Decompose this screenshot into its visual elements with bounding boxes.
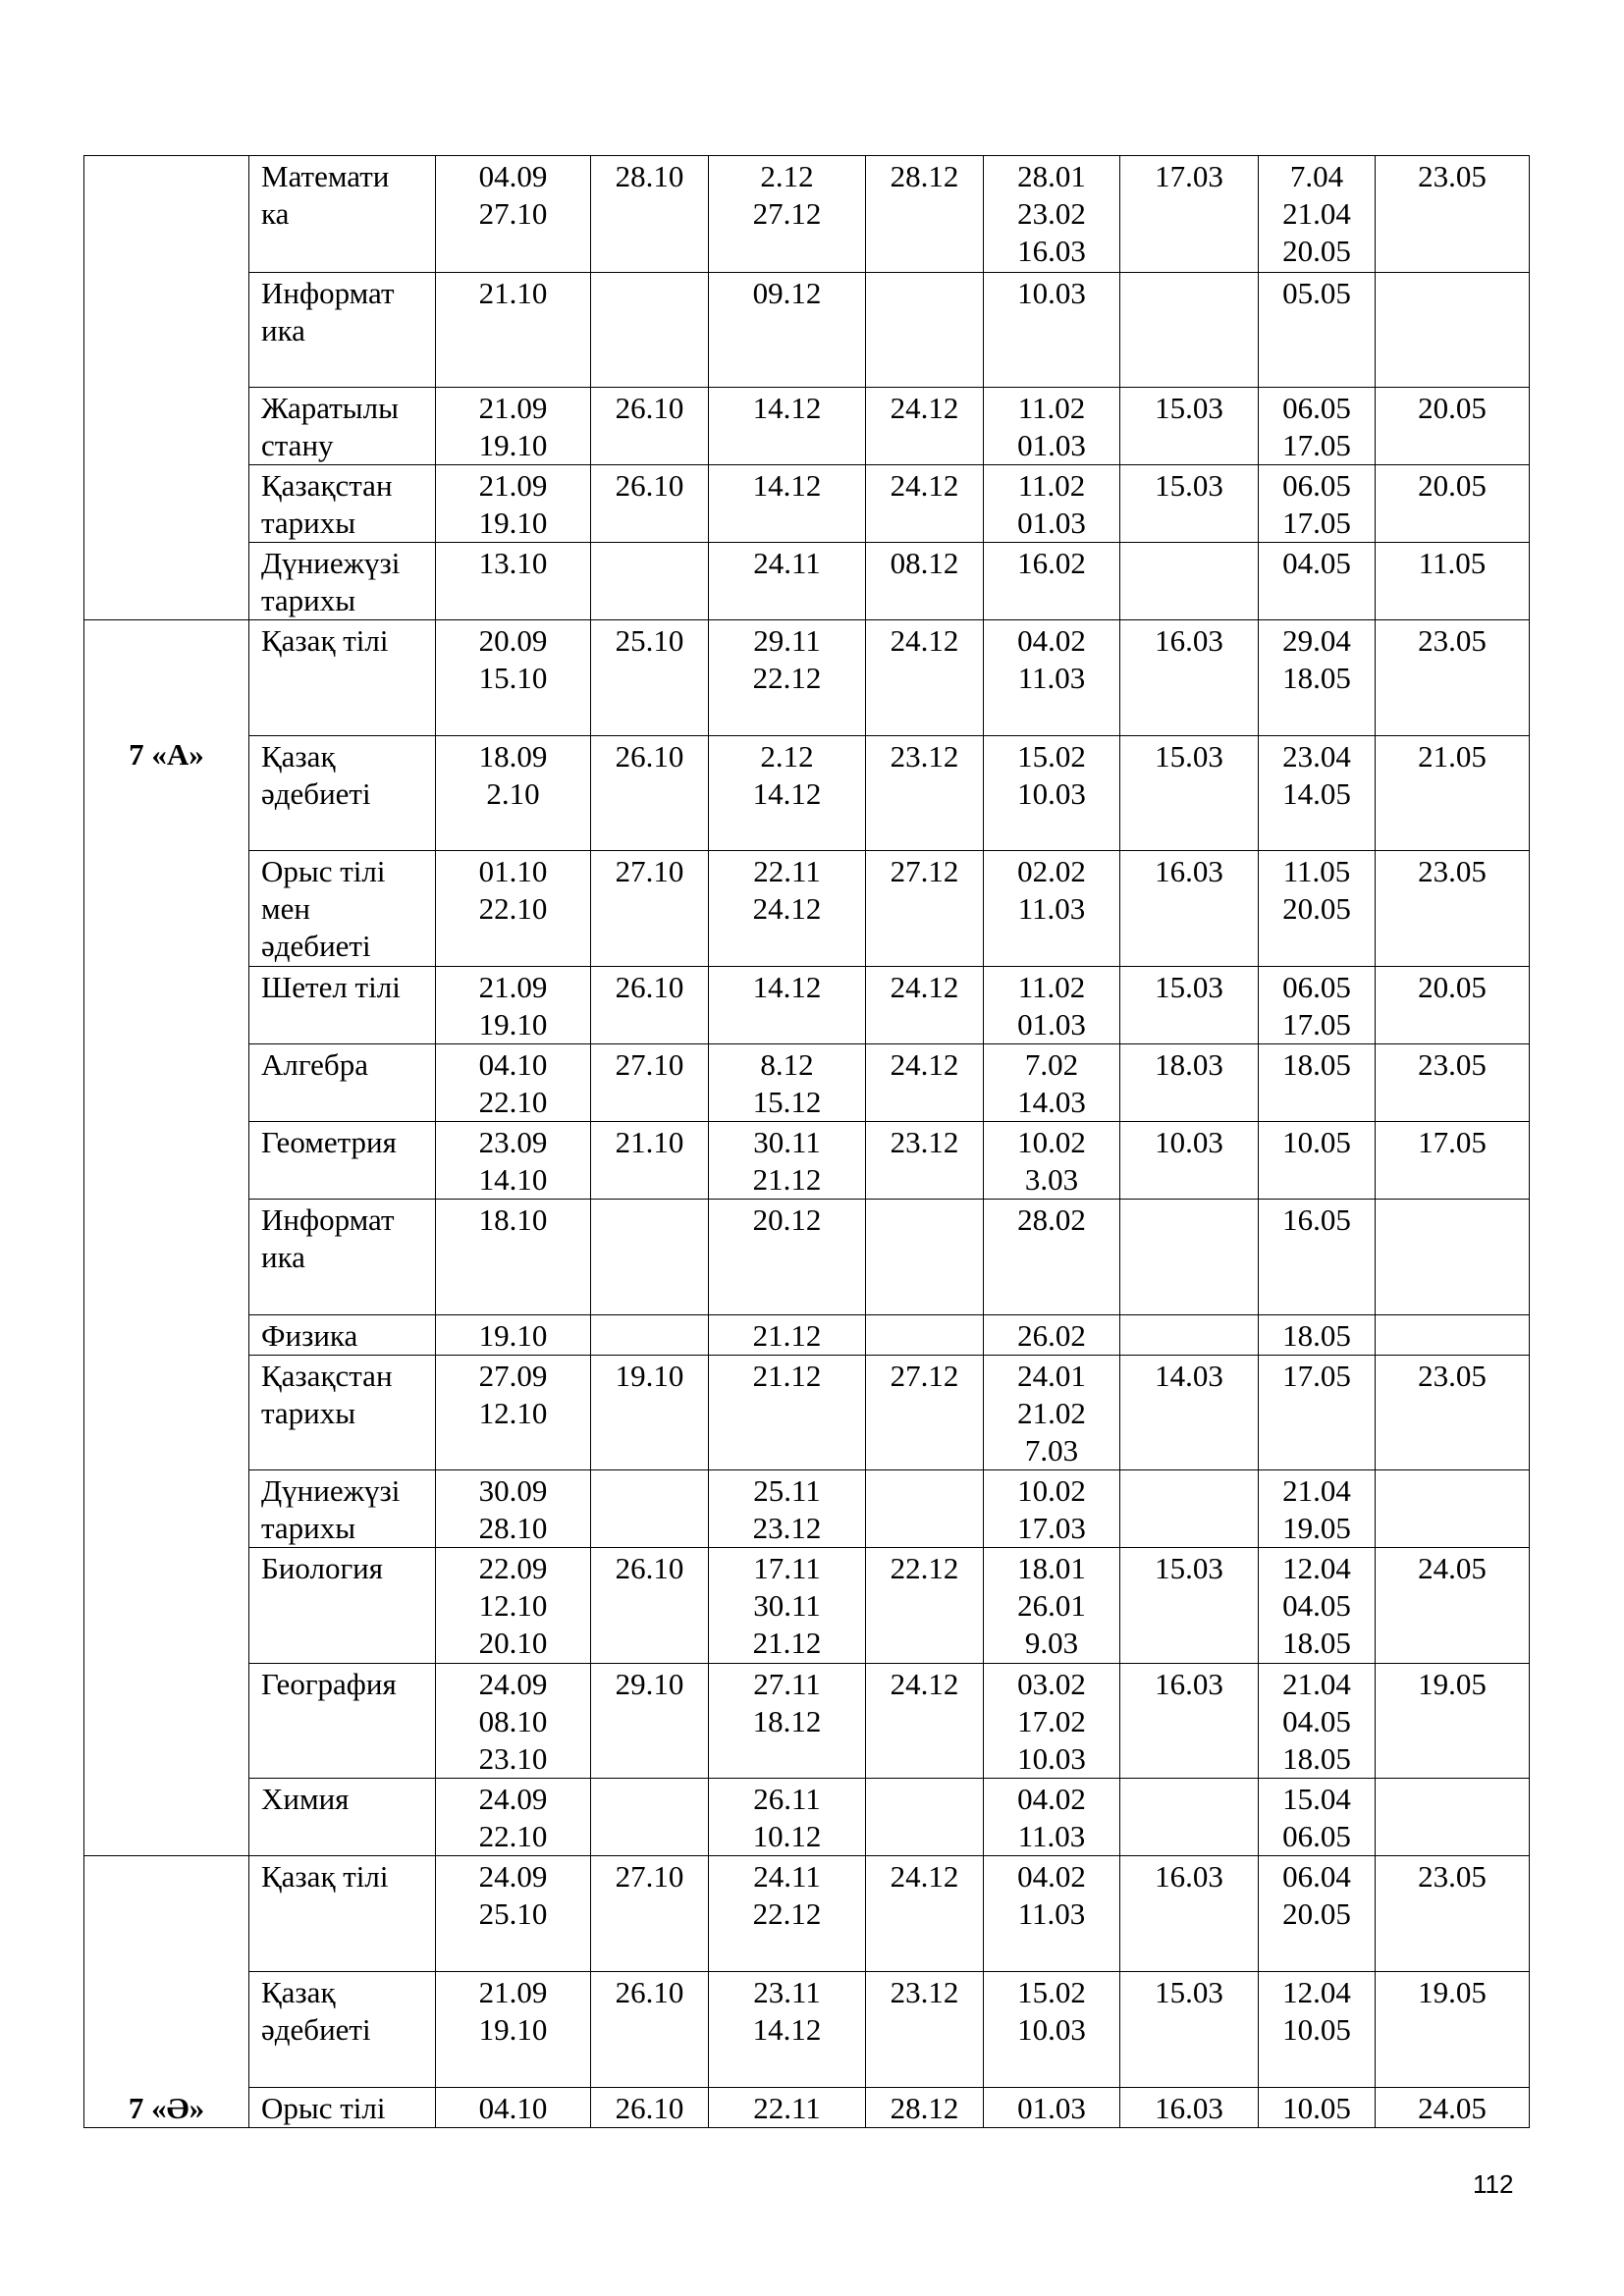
date-cell: 23.04 14.05 <box>1259 736 1376 851</box>
date-cell: 23.12 <box>866 736 984 851</box>
date-cell <box>591 273 709 388</box>
date-cell: 04.09 27.10 <box>436 156 591 273</box>
table-row <box>84 1779 1530 1856</box>
subject-cell: Қазақстан тарихы <box>249 465 436 543</box>
date-cell <box>866 1315 984 1356</box>
table-row <box>84 1315 1530 1356</box>
date-cell: 21.10 <box>591 1122 709 1200</box>
date-cell: 26.11 10.12 <box>709 1779 866 1856</box>
date-cell <box>866 1470 984 1548</box>
date-cell: 23.09 14.10 <box>436 1122 591 1200</box>
date-cell: 23.05 <box>1376 851 1530 967</box>
subject-cell: Геометрия <box>249 1122 436 1200</box>
date-cell: 18.09 2.10 <box>436 736 591 851</box>
date-cell: 26.10 <box>591 967 709 1044</box>
date-cell: 26.10 <box>591 388 709 465</box>
date-cell: 10.02 3.03 <box>984 1122 1120 1200</box>
table-row <box>84 1470 1530 1548</box>
subject-cell: Физика <box>249 1315 436 1356</box>
table-row <box>84 273 1530 388</box>
subject-cell: Қазақ тілі <box>249 620 436 736</box>
date-cell: 04.02 11.03 <box>984 1779 1120 1856</box>
date-cell: 06.04 20.05 <box>1259 1856 1376 1972</box>
table-row <box>84 1548 1530 1664</box>
date-cell: 26.10 <box>591 465 709 543</box>
date-cell: 17.05 <box>1259 1356 1376 1470</box>
subject-cell: Математи ка <box>249 156 436 273</box>
date-cell: 16.02 <box>984 543 1120 620</box>
date-cell: 23.05 <box>1376 1044 1530 1122</box>
date-cell: 14.03 <box>1120 1356 1259 1470</box>
date-cell: 17.03 <box>1120 156 1259 273</box>
date-cell: 21.12 <box>709 1356 866 1470</box>
date-cell: 06.05 17.05 <box>1259 465 1376 543</box>
date-cell <box>591 1470 709 1548</box>
date-cell: 18.03 <box>1120 1044 1259 1122</box>
date-cell: 7.02 14.03 <box>984 1044 1120 1122</box>
date-cell: 16.05 <box>1259 1200 1376 1315</box>
date-cell: 21.04 19.05 <box>1259 1470 1376 1548</box>
date-cell: 24.12 <box>866 388 984 465</box>
date-cell: 01.03 <box>984 2088 1120 2128</box>
date-cell: 28.12 <box>866 2088 984 2128</box>
date-cell: 11.02 01.03 <box>984 967 1120 1044</box>
date-cell: 20.12 <box>709 1200 866 1315</box>
date-cell: 28.01 23.02 16.03 <box>984 156 1120 273</box>
date-cell: 16.03 <box>1120 2088 1259 2128</box>
date-cell: 02.02 11.03 <box>984 851 1120 967</box>
date-cell: 15.02 10.03 <box>984 1972 1120 2088</box>
date-cell: 17.05 <box>1376 1122 1530 1200</box>
date-cell: 8.12 15.12 <box>709 1044 866 1122</box>
date-cell: 16.03 <box>1120 851 1259 967</box>
date-cell: 29.10 <box>591 1664 709 1779</box>
date-cell: 24.09 25.10 <box>436 1856 591 1972</box>
date-cell: 15.03 <box>1120 465 1259 543</box>
subject-cell: Орыс тілі <box>249 2088 436 2128</box>
date-cell: 2.12 14.12 <box>709 736 866 851</box>
date-cell: 24.09 22.10 <box>436 1779 591 1856</box>
schedule-body <box>84 156 1530 2128</box>
date-cell: 12.04 10.05 <box>1259 1972 1376 2088</box>
table-row <box>84 1044 1530 1122</box>
table-row <box>84 1356 1530 1470</box>
table-row <box>84 156 1530 273</box>
date-cell: 21.09 19.10 <box>436 967 591 1044</box>
date-cell: 14.12 <box>709 388 866 465</box>
class-cell <box>84 156 249 620</box>
date-cell: 21.04 04.05 18.05 <box>1259 1664 1376 1779</box>
date-cell: 7.04 21.04 20.05 <box>1259 156 1376 273</box>
date-cell: 21.10 <box>436 273 591 388</box>
table-row <box>84 388 1530 465</box>
table-row <box>84 851 1530 967</box>
date-cell: 27.10 <box>591 1856 709 1972</box>
subject-cell: Химия <box>249 1779 436 1856</box>
date-cell: 14.12 <box>709 967 866 1044</box>
date-cell: 14.12 <box>709 465 866 543</box>
table-row <box>84 1122 1530 1200</box>
class-label: 7 «Ә» <box>128 2091 205 2125</box>
date-cell: 24.12 <box>866 465 984 543</box>
date-cell: 28.10 <box>591 156 709 273</box>
date-cell: 21.12 <box>709 1315 866 1356</box>
date-cell: 2.12 27.12 <box>709 156 866 273</box>
subject-cell: Қазақ әдебиеті <box>249 736 436 851</box>
date-cell: 26.10 <box>591 1548 709 1664</box>
subject-cell: Жаратылы стану <box>249 388 436 465</box>
date-cell: 23.12 <box>866 1122 984 1200</box>
date-cell: 21.09 19.10 <box>436 388 591 465</box>
table-row <box>84 967 1530 1044</box>
date-cell: 12.04 04.05 18.05 <box>1259 1548 1376 1664</box>
date-cell: 23.05 <box>1376 1356 1530 1470</box>
date-cell: 17.11 30.11 21.12 <box>709 1548 866 1664</box>
date-cell: 23.05 <box>1376 620 1530 736</box>
date-cell: 04.02 11.03 <box>984 620 1120 736</box>
date-cell: 27.10 <box>591 1044 709 1122</box>
date-cell: 01.10 22.10 <box>436 851 591 967</box>
date-cell: 18.01 26.01 9.03 <box>984 1548 1120 1664</box>
date-cell: 29.11 22.12 <box>709 620 866 736</box>
date-cell: 24.11 <box>709 543 866 620</box>
date-cell: 15.03 <box>1120 1548 1259 1664</box>
date-cell: 26.10 <box>591 2088 709 2128</box>
date-cell: 27.10 <box>591 851 709 967</box>
date-cell: 21.09 19.10 <box>436 465 591 543</box>
date-cell: 16.03 <box>1120 1664 1259 1779</box>
date-cell: 15.03 <box>1120 967 1259 1044</box>
date-cell: 10.05 <box>1259 2088 1376 2128</box>
date-cell <box>1376 273 1530 388</box>
date-cell: 13.10 <box>436 543 591 620</box>
table-row <box>84 543 1530 620</box>
date-cell: 15.03 <box>1120 1972 1259 2088</box>
date-cell: 26.02 <box>984 1315 1120 1356</box>
date-cell: 22.09 12.10 20.10 <box>436 1548 591 1664</box>
date-cell <box>866 273 984 388</box>
table-row <box>84 1856 1530 1972</box>
date-cell: 27.12 <box>866 851 984 967</box>
date-cell: 06.05 17.05 <box>1259 967 1376 1044</box>
date-cell: 30.09 28.10 <box>436 1470 591 1548</box>
date-cell: 22.12 <box>866 1548 984 1664</box>
date-cell: 10.03 <box>1120 1122 1259 1200</box>
date-cell <box>1376 1779 1530 1856</box>
date-cell <box>1120 1779 1259 1856</box>
table-row <box>84 1200 1530 1315</box>
table-row <box>84 465 1530 543</box>
date-cell: 24.12 <box>866 1664 984 1779</box>
date-cell <box>591 543 709 620</box>
date-cell: 04.05 <box>1259 543 1376 620</box>
date-cell: 24.11 22.12 <box>709 1856 866 1972</box>
table-row <box>84 736 1530 851</box>
subject-cell: Биология <box>249 1548 436 1664</box>
table-row <box>84 1664 1530 1779</box>
class-cell <box>84 1856 249 2128</box>
date-cell <box>1376 1315 1530 1356</box>
date-cell: 24.01 21.02 7.03 <box>984 1356 1120 1470</box>
date-cell: 22.11 24.12 <box>709 851 866 967</box>
date-cell <box>1120 1315 1259 1356</box>
date-cell: 19.05 <box>1376 1664 1530 1779</box>
date-cell: 08.12 <box>866 543 984 620</box>
date-cell: 11.02 01.03 <box>984 465 1120 543</box>
date-cell: 23.05 <box>1376 1856 1530 1972</box>
date-cell: 10.03 <box>984 273 1120 388</box>
subject-cell: Орыс тілі мен әдебиеті <box>249 851 436 967</box>
date-cell: 03.02 17.02 10.03 <box>984 1664 1120 1779</box>
date-cell: 06.05 17.05 <box>1259 388 1376 465</box>
date-cell: 24.09 08.10 23.10 <box>436 1664 591 1779</box>
date-cell: 15.02 10.03 <box>984 736 1120 851</box>
class-cell <box>84 620 249 1856</box>
subject-cell: География <box>249 1664 436 1779</box>
subject-cell: Дүниежүзі тарихы <box>249 543 436 620</box>
date-cell: 28.12 <box>866 156 984 273</box>
date-cell: 21.05 <box>1376 736 1530 851</box>
date-cell: 11.05 20.05 <box>1259 851 1376 967</box>
date-cell <box>591 1200 709 1315</box>
date-cell: 24.12 <box>866 620 984 736</box>
table-row <box>84 620 1530 736</box>
date-cell: 24.12 <box>866 1856 984 1972</box>
date-cell <box>1120 273 1259 388</box>
subject-cell: Қазақстан тарихы <box>249 1356 436 1470</box>
date-cell: 26.10 <box>591 736 709 851</box>
date-cell: 19.10 <box>591 1356 709 1470</box>
date-cell: 26.10 <box>591 1972 709 2088</box>
date-cell: 29.04 18.05 <box>1259 620 1376 736</box>
date-cell <box>866 1200 984 1315</box>
date-cell: 15.03 <box>1120 736 1259 851</box>
date-cell <box>1376 1200 1530 1315</box>
date-cell: 10.02 17.03 <box>984 1470 1120 1548</box>
subject-cell: Қазақ тілі <box>249 1856 436 1972</box>
date-cell: 16.03 <box>1120 620 1259 736</box>
date-cell: 18.10 <box>436 1200 591 1315</box>
date-cell: 28.02 <box>984 1200 1120 1315</box>
date-cell <box>591 1315 709 1356</box>
table-row <box>84 1972 1530 2088</box>
subject-cell: Дүниежүзі тарихы <box>249 1470 436 1548</box>
date-cell: 11.05 <box>1376 543 1530 620</box>
date-cell: 16.03 <box>1120 1856 1259 1972</box>
subject-cell: Информат ика <box>249 273 436 388</box>
subject-cell: Алгебра <box>249 1044 436 1122</box>
date-cell: 20.05 <box>1376 967 1530 1044</box>
date-cell: 27.12 <box>866 1356 984 1470</box>
date-cell: 18.05 <box>1259 1044 1376 1122</box>
date-cell <box>1120 1200 1259 1315</box>
date-cell: 19.05 <box>1376 1972 1530 2088</box>
date-cell <box>591 1779 709 1856</box>
date-cell: 24.05 <box>1376 1548 1530 1664</box>
date-cell: 09.12 <box>709 273 866 388</box>
date-cell: 21.09 19.10 <box>436 1972 591 2088</box>
date-cell: 19.10 <box>436 1315 591 1356</box>
date-cell: 20.05 <box>1376 465 1530 543</box>
date-cell: 24.12 <box>866 967 984 1044</box>
date-cell: 27.09 12.10 <box>436 1356 591 1470</box>
class-label: 7 «А» <box>129 737 204 772</box>
date-cell: 15.04 06.05 <box>1259 1779 1376 1856</box>
date-cell: 04.10 <box>436 2088 591 2128</box>
date-cell <box>1376 1470 1530 1548</box>
date-cell: 05.05 <box>1259 273 1376 388</box>
date-cell: 27.11 18.12 <box>709 1664 866 1779</box>
date-cell: 22.11 <box>709 2088 866 2128</box>
date-cell: 04.02 11.03 <box>984 1856 1120 1972</box>
date-cell: 23.05 <box>1376 156 1530 273</box>
date-cell: 18.05 <box>1259 1315 1376 1356</box>
date-cell: 10.05 <box>1259 1122 1376 1200</box>
table-row <box>84 2088 1530 2128</box>
date-cell: 30.11 21.12 <box>709 1122 866 1200</box>
date-cell: 04.10 22.10 <box>436 1044 591 1122</box>
date-cell <box>1120 543 1259 620</box>
date-cell: 24.12 <box>866 1044 984 1122</box>
date-cell: 24.05 <box>1376 2088 1530 2128</box>
subject-cell: Шетел тілі <box>249 967 436 1044</box>
subject-cell: Информат ика <box>249 1200 436 1315</box>
schedule-table <box>83 155 1530 2128</box>
date-cell: 25.10 <box>591 620 709 736</box>
page-number: 112 <box>1473 2169 1514 2199</box>
date-cell: 20.09 15.10 <box>436 620 591 736</box>
date-cell: 11.02 01.03 <box>984 388 1120 465</box>
date-cell: 23.12 <box>866 1972 984 2088</box>
date-cell <box>866 1779 984 1856</box>
date-cell: 25.11 23.12 <box>709 1470 866 1548</box>
subject-cell: Қазақ әдебиеті <box>249 1972 436 2088</box>
date-cell: 20.05 <box>1376 388 1530 465</box>
date-cell: 15.03 <box>1120 388 1259 465</box>
date-cell: 23.11 14.12 <box>709 1972 866 2088</box>
date-cell <box>1120 1470 1259 1548</box>
